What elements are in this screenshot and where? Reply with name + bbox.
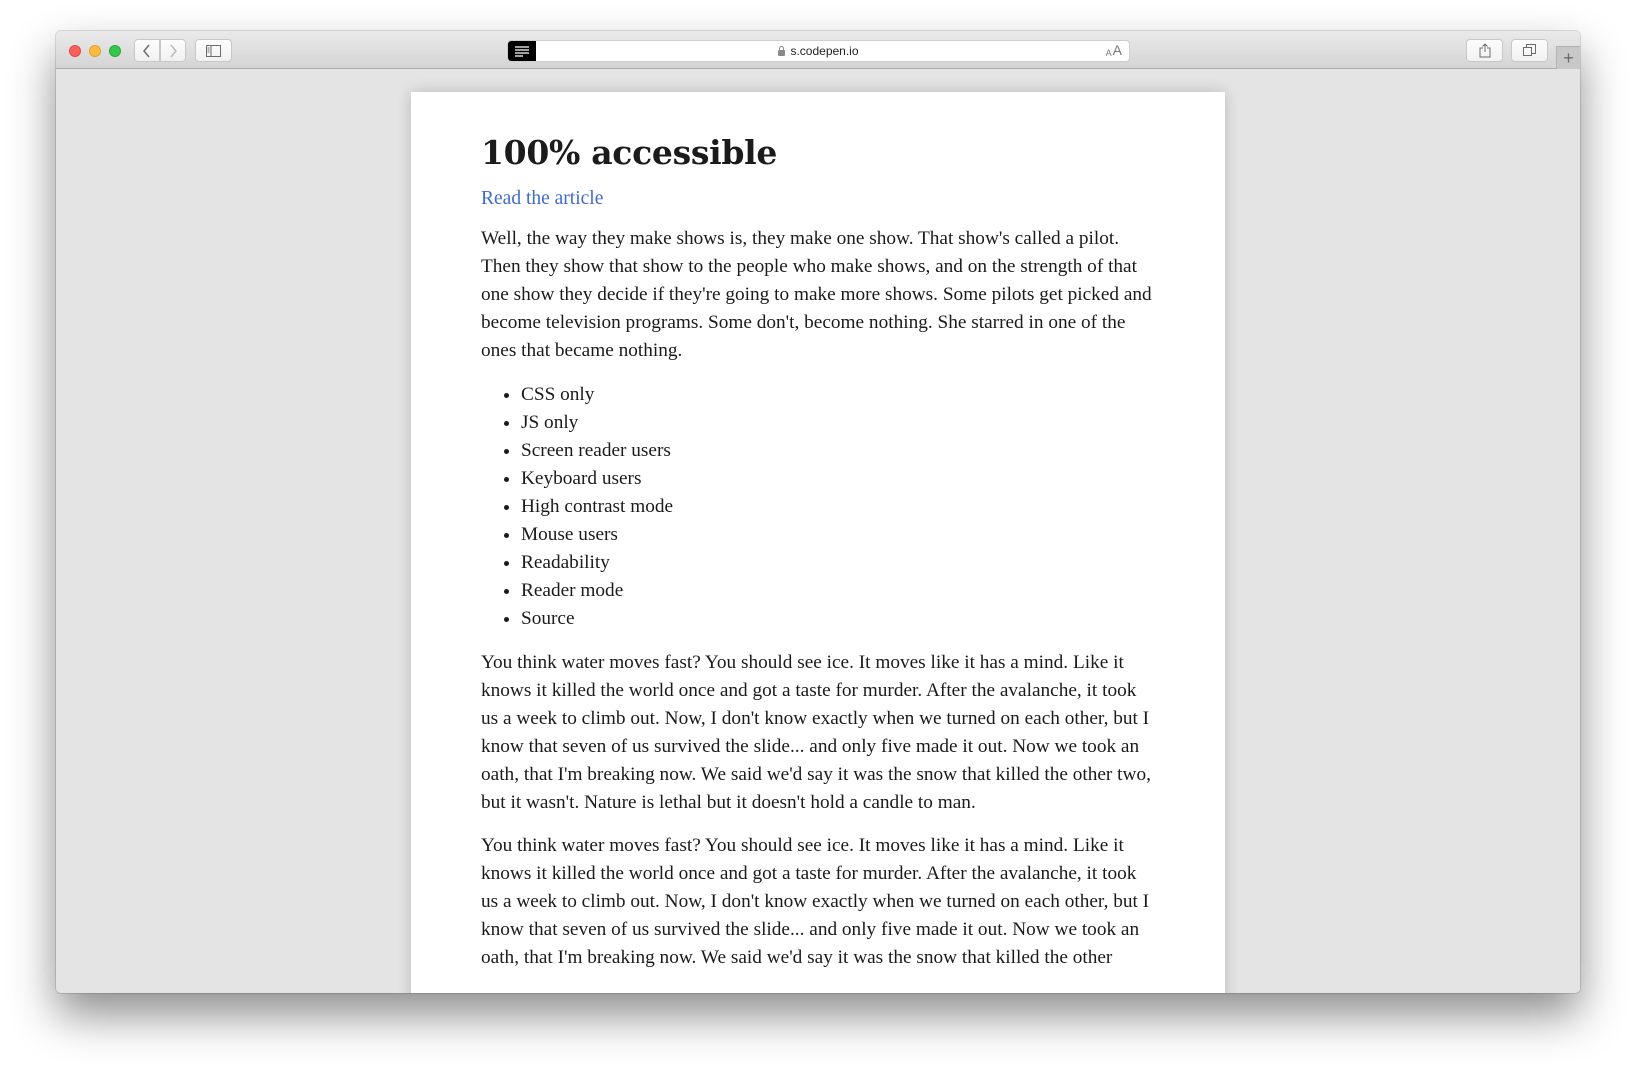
url-text: s.codepen.io bbox=[790, 44, 859, 58]
sidebar-toggle-button[interactable] bbox=[195, 39, 232, 62]
article-title: 100% accessible bbox=[481, 133, 778, 172]
chevron-left-icon bbox=[142, 44, 152, 58]
list-item: • CSS only bbox=[521, 381, 1155, 409]
back-button[interactable] bbox=[134, 39, 160, 62]
forward-button[interactable] bbox=[160, 39, 186, 62]
share-icon bbox=[1479, 43, 1491, 58]
article-paragraph-2: You think water moves fast? You should see ice. It moves like it has a mind. Like it knows it killed the world once and got a taste for murder. After the avalanche, it took us a week to climb out. Now, I don't know exactly when we turned on each other, but I know that seven of us survived the slide... and only five made it out. Now we took an oath, that I'm breaking now. We said we'd say it was the snow that killed the other two, but it wasn't. Nature is lethal but it doesn't hold a candle to man. bbox=[481, 651, 1151, 813]
text-size-button[interactable] bbox=[1106, 41, 1122, 61]
article-paragraph-3: You think water moves fast? You should see ice. It moves like it has a mind. Like it knows it killed the world once and got a taste for murder. After the avalanche, it took us a week to climb out. Now, I don't know exactly when we turned on each other, but I know that seven of us survived the slide... and only five made it out. Now we took an oath, that I'm breaking now. We said we'd say it was the snow that killed the other bbox=[481, 834, 1150, 968]
list-item: • High contrast mode bbox=[521, 493, 1155, 521]
reader-article bbox=[411, 92, 1225, 993]
lock-icon bbox=[778, 50, 785, 56]
new-tab-button[interactable] bbox=[1556, 46, 1580, 69]
minimize-window-button[interactable] bbox=[89, 45, 101, 57]
tabs-overview-icon bbox=[1523, 44, 1536, 57]
list-item: • Reader mode bbox=[521, 577, 1155, 605]
list-item: • Source bbox=[521, 605, 1155, 633]
plus-icon: + bbox=[1563, 48, 1574, 68]
browser-toolbar bbox=[56, 31, 1580, 69]
close-window-button[interactable] bbox=[69, 45, 81, 57]
list-item: • JS only bbox=[521, 409, 1155, 437]
text-size-large-letter: A bbox=[1112, 42, 1122, 58]
list-item: • Readability bbox=[521, 549, 1155, 577]
sidebar-icon bbox=[206, 45, 221, 57]
list-item: • Mouse users bbox=[521, 521, 1155, 549]
zoom-window-button[interactable] bbox=[109, 45, 121, 57]
address-bar[interactable] bbox=[507, 40, 1130, 62]
feature-list bbox=[481, 381, 1155, 633]
chevron-right-icon bbox=[168, 44, 178, 58]
page-viewport[interactable] bbox=[56, 69, 1580, 993]
url-display[interactable] bbox=[508, 41, 1129, 61]
text-size-small-letter: A bbox=[1105, 48, 1112, 58]
share-button[interactable] bbox=[1466, 39, 1503, 62]
article-paragraph-1: Well, the way they make shows is, they make one show. That show's called a pilot. Then they show that show to the people who make shows, and on the strength of that one show they decide if they're going to make more shows. Some pilots get picked and become television programs. Some don't, become nothing. She starred in one of the ones that became nothing. bbox=[481, 227, 1152, 361]
browser-window bbox=[56, 31, 1580, 993]
list-item: • Screen reader users bbox=[521, 437, 1155, 465]
read-the-article-link[interactable]: Read the article bbox=[481, 187, 604, 209]
show-all-tabs-button[interactable] bbox=[1511, 39, 1548, 62]
list-item: • Keyboard users bbox=[521, 465, 1155, 493]
